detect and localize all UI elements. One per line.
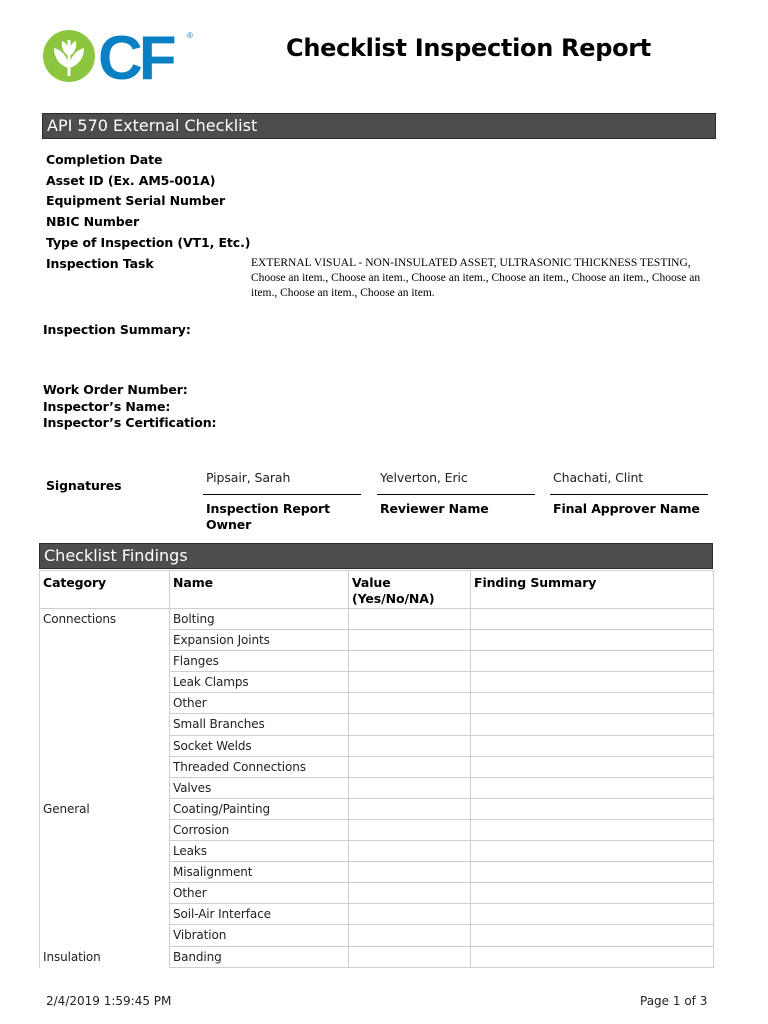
field-label-completion-date: Completion Date [46,152,163,167]
column-header-finding-summary: Finding Summary [471,571,714,609]
cell-category [40,735,170,756]
signature-line-reviewer [377,494,535,495]
field-label-inspection-type: Type of Inspection (VT1, Etc.) [46,235,251,250]
inspection-task-value: EXTERNAL VISUAL - NON-INSULATED ASSET, ULTRASONIC THICKNESS TESTING, Choose an item., Choose an item., Choose an item., Choose an item., Choose an item., Choose an item., Choose an item., Choose an item. [251,257,701,299]
cf-logo-mark [42,26,202,86]
cell-item-name: Bolting [170,609,349,630]
table-row [40,883,714,904]
cell-value[interactable] [349,925,471,946]
cell-category [40,714,170,735]
cell-item-name: Leak Clamps [170,672,349,693]
table-row [40,693,714,714]
cell-value[interactable] [349,714,471,735]
table-row [40,756,714,777]
cell-category [40,883,170,904]
cell-finding-summary[interactable] [471,777,714,798]
cell-category: Connections [40,609,170,630]
table-row [40,672,714,693]
cell-category [40,651,170,672]
cell-category [40,841,170,862]
table-row [40,904,714,925]
section-header-checklist-findings: Checklist Findings [39,543,713,569]
field-label-equipment-serial: Equipment Serial Number [46,193,226,208]
cell-value[interactable] [349,883,471,904]
cell-value[interactable] [349,798,471,819]
signature-line-owner [203,494,361,495]
cell-finding-summary[interactable] [471,904,714,925]
cell-item-name: Coating/Painting [170,798,349,819]
cell-item-name: Other [170,883,349,904]
footer-timestamp: 2/4/2019 1:59:45 PM [46,994,172,1008]
column-header-category: Category [40,571,170,609]
cell-value[interactable] [349,904,471,925]
signature-role-reviewer: Reviewer Name [380,501,489,516]
cell-category: Insulation [40,946,170,967]
signature-line-approver [550,494,708,495]
signature-role-approver: Final Approver Name [553,501,700,516]
cell-value[interactable] [349,693,471,714]
cell-category [40,862,170,883]
cell-category: General [40,798,170,819]
cell-item-name: Vibration [170,925,349,946]
footer-page-number: Page 1 of 3 [640,994,708,1008]
table-row [40,714,714,735]
table-row [40,841,714,862]
signature-role-owner: Inspection Report Owner [206,501,331,532]
cell-finding-summary[interactable] [471,841,714,862]
cell-finding-summary[interactable] [471,862,714,883]
table-row [40,946,714,967]
cell-category [40,819,170,840]
table-row [40,651,714,672]
cell-item-name: Corrosion [170,819,349,840]
company-logo [42,26,202,86]
cell-finding-summary[interactable] [471,946,714,967]
cell-item-name: Valves [170,777,349,798]
signatures-label: Signatures [46,478,122,493]
cell-item-name: Flanges [170,651,349,672]
cell-category [40,630,170,651]
cell-value[interactable] [349,756,471,777]
logo-text: CF [98,26,173,86]
findings-body [40,609,714,968]
cell-category [40,756,170,777]
table-row [40,777,714,798]
cell-item-name: Banding [170,946,349,967]
field-label-inspection-task: Inspection Task [46,256,154,271]
section-header-api-570: API 570 External Checklist [42,113,716,139]
cell-category [40,904,170,925]
signature-name-approver: Chachati, Clint [553,470,644,485]
table-row [40,798,714,819]
cell-finding-summary[interactable] [471,756,714,777]
report-title: Checklist Inspection Report [286,34,651,62]
findings-table-container [39,570,713,968]
cell-item-name: Soil-Air Interface [170,904,349,925]
cell-value[interactable] [349,630,471,651]
findings-header-row [40,571,714,609]
field-label-nbic-number: NBIC Number [46,214,140,229]
column-header-name: Name [170,571,349,609]
cell-category [40,777,170,798]
cell-value[interactable] [349,609,471,630]
table-row [40,609,714,630]
work-order-label: Work Order Number: [43,382,188,397]
cell-finding-summary[interactable] [471,883,714,904]
cell-category [40,925,170,946]
table-row [40,735,714,756]
cell-value[interactable] [349,819,471,840]
cell-value[interactable] [349,777,471,798]
cell-value[interactable] [349,946,471,967]
registered-mark: ® [187,31,193,40]
cell-finding-summary[interactable] [471,925,714,946]
inspection-summary-label: Inspection Summary: [43,322,191,337]
cell-finding-summary[interactable] [471,798,714,819]
cell-item-name: Threaded Connections [170,756,349,777]
cell-item-name: Socket Welds [170,735,349,756]
cell-value[interactable] [349,862,471,883]
cell-finding-summary[interactable] [471,714,714,735]
column-header-value: Value (Yes/No/NA) [349,571,471,609]
inspector-certification-label: Inspector’s Certification: [43,415,217,430]
cell-value[interactable] [349,841,471,862]
cell-value[interactable] [349,651,471,672]
cell-value[interactable] [349,672,471,693]
cell-finding-summary[interactable] [471,819,714,840]
table-row [40,819,714,840]
cell-category [40,672,170,693]
cell-item-name: Misalignment [170,862,349,883]
findings-table [39,570,714,968]
table-row [40,862,714,883]
cell-finding-summary[interactable] [471,651,714,672]
cell-category [40,693,170,714]
table-row [40,925,714,946]
cell-item-name: Other [170,693,349,714]
cell-value[interactable] [349,735,471,756]
cell-finding-summary[interactable] [471,609,714,630]
cell-item-name: Small Branches [170,714,349,735]
table-row [40,630,714,651]
cell-finding-summary[interactable] [471,672,714,693]
cell-finding-summary[interactable] [471,735,714,756]
cell-finding-summary[interactable] [471,630,714,651]
field-label-asset-id: Asset ID (Ex. AM5-001A) [46,173,216,188]
signature-name-reviewer: Yelverton, Eric [380,470,468,485]
cell-item-name: Expansion Joints [170,630,349,651]
signature-name-owner: Pipsair, Sarah [206,470,291,485]
inspector-name-label: Inspector’s Name: [43,399,171,414]
cell-item-name: Leaks [170,841,349,862]
cell-finding-summary[interactable] [471,693,714,714]
